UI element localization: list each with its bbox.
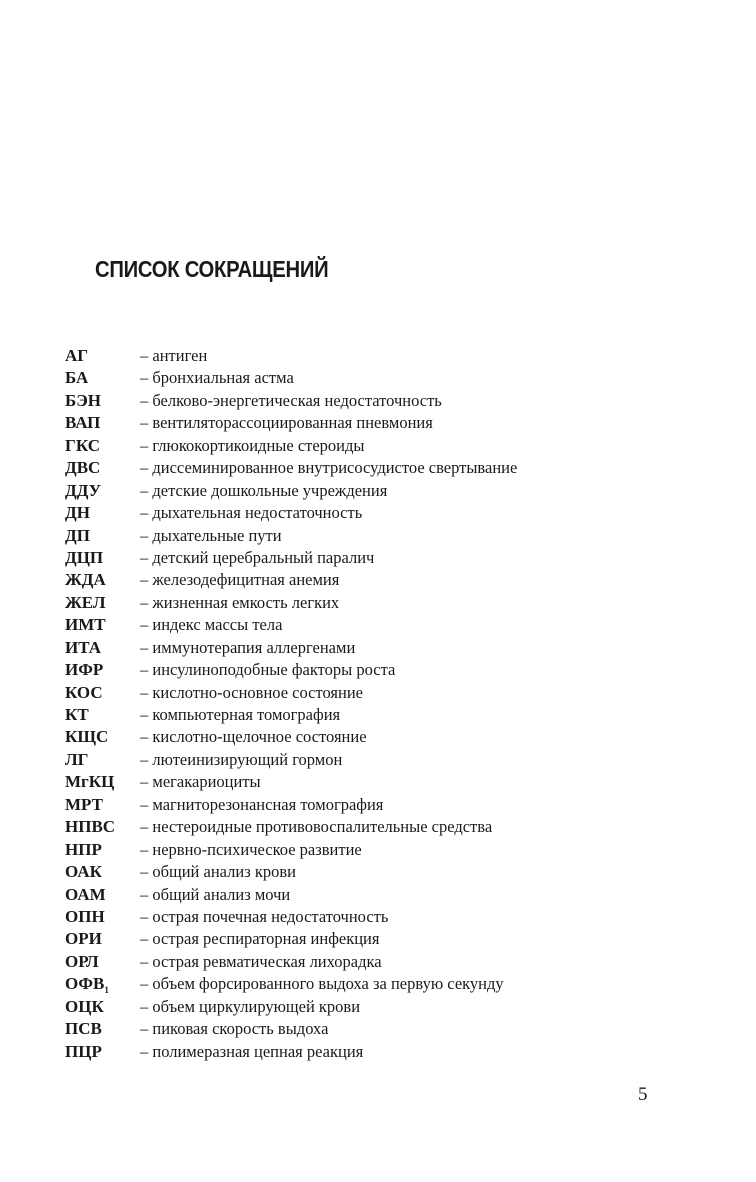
abbreviation-row	[65, 592, 705, 614]
abbreviation-definition: – острая ревматическая лихорадка	[140, 951, 382, 971]
abbreviation-row	[65, 345, 705, 367]
abbreviation-row	[65, 704, 705, 726]
abbreviation-term: ЖДА	[65, 570, 106, 590]
abbreviation-row	[65, 996, 705, 1018]
abbreviation-term: МгКЦ	[65, 772, 115, 792]
abbreviation-row	[65, 951, 705, 973]
abbreviation-row	[65, 816, 705, 838]
abbreviation-definition: – дыхательные пути	[140, 525, 282, 545]
abbreviation-term: ЖЕЛ	[65, 592, 106, 612]
abbreviation-row	[65, 525, 705, 547]
abbreviation-term: $ОФВ_1$	[65, 974, 109, 996]
abbreviation-definition: – детский церебральный паралич	[140, 547, 375, 567]
page-number: 5	[638, 1084, 648, 1105]
abbreviation-definition: – объем циркулирующей крови	[140, 996, 361, 1016]
abbreviation-row	[65, 435, 705, 457]
abbreviation-definition: – нервно-психическое развитие	[140, 839, 362, 859]
page-title: СПИСОК СОКРАЩЕНИЙ	[95, 256, 329, 282]
abbreviation-definition: – белково-энергетическая недостаточность	[140, 390, 442, 410]
abbreviation-definition: – пиковая скорость выдоха	[140, 1019, 329, 1039]
abbreviation-definition: – индекс массы тела	[140, 615, 283, 635]
abbreviation-term: КОС	[65, 682, 103, 702]
abbreviation-row	[65, 794, 705, 816]
abbreviation-definition: – магниторезонансная томография	[140, 794, 384, 814]
abbreviation-term: ЛГ	[65, 749, 89, 769]
abbreviation-term: ПСВ	[65, 1019, 102, 1039]
abbreviation-row	[65, 1018, 705, 1040]
abbreviation-term: ИМТ	[65, 615, 106, 635]
abbreviation-definition: – мегакариоциты	[140, 772, 261, 792]
abbreviation-row	[65, 884, 705, 906]
abbreviation-term: АГ	[65, 346, 89, 365]
abbreviation-definition: – общий анализ крови	[140, 862, 296, 882]
abbreviation-term: ДДУ	[65, 480, 102, 500]
abbreviation-term: ДЦП	[65, 547, 104, 567]
abbreviation-row	[65, 861, 705, 883]
abbreviation-term: ДН	[65, 503, 90, 523]
abbreviation-definition: – острая почечная недостаточность	[140, 906, 389, 926]
abbreviation-definition: – детские дошкольные учреждения	[140, 480, 388, 500]
abbreviation-definition: – кислотно-основное состояние	[140, 682, 363, 702]
abbreviation-definition: – бронхиальная астма	[140, 368, 294, 388]
abbreviation-term: НПР	[65, 839, 102, 859]
abbreviation-row	[65, 928, 705, 950]
abbreviation-row	[65, 906, 705, 928]
abbreviation-definition: – дыхательная недостаточность	[140, 503, 363, 523]
abbreviation-row	[65, 1041, 705, 1063]
abbreviation-definition: – диссеминированное внутрисосудистое свертывание	[140, 458, 518, 478]
abbreviation-term: ПЦР	[65, 1041, 102, 1061]
abbreviation-row	[65, 682, 705, 704]
abbreviation-term: КТ	[65, 705, 89, 724]
abbreviation-row	[65, 569, 705, 591]
abbreviation-definition: – железодефицитная анемия	[140, 570, 340, 590]
abbreviation-definition: – объем форсированного выдоха за первую секунду	[140, 974, 504, 994]
abbreviation-row	[65, 390, 705, 412]
abbreviation-definition: – вентиляторассоциированная пневмония	[140, 413, 433, 433]
abbreviation-subscript: 1	[104, 985, 109, 996]
abbreviation-row	[65, 726, 705, 748]
abbreviation-term: ОРИ	[65, 929, 102, 949]
abbreviation-term: ОАК	[65, 862, 102, 882]
abbreviation-definition: – инсулиноподобные факторы роста	[140, 660, 396, 680]
abbreviation-row	[65, 771, 705, 793]
abbreviation-definition: – лютеинизирующий гормон	[140, 749, 343, 769]
abbreviation-term: МРТ	[65, 794, 103, 814]
abbreviation-definition: – кислотно-щелочное состояние	[140, 727, 367, 747]
abbreviation-row	[65, 614, 705, 636]
abbreviation-list	[65, 345, 705, 1063]
abbreviation-term: ИФР	[65, 660, 104, 680]
abbreviation-term: БА	[65, 368, 89, 388]
abbreviation-definition: – полимеразная цепная реакция	[140, 1041, 364, 1061]
abbreviation-term: КЩС	[65, 727, 109, 747]
abbreviation-row	[65, 749, 705, 771]
abbreviation-definition: – компьютерная томография	[140, 705, 341, 724]
abbreviation-term: ОРЛ	[65, 951, 99, 971]
abbreviation-row	[65, 502, 705, 524]
abbreviation-term: ДВС	[65, 458, 101, 478]
abbreviation-row	[65, 412, 705, 434]
abbreviation-definition: – иммунотерапия аллергенами	[140, 637, 356, 657]
abbreviation-term: ОПН	[65, 906, 105, 926]
abbreviation-term: ДП	[65, 525, 90, 545]
abbreviation-term: ОАМ	[65, 884, 106, 904]
abbreviation-term: ВАП	[65, 413, 101, 433]
abbreviation-definition: – антиген	[140, 346, 208, 365]
abbreviation-term: БЭН	[65, 390, 101, 410]
abbreviation-term: ГКС	[65, 435, 100, 455]
abbreviation-row	[65, 973, 705, 995]
abbreviation-definition: – острая респираторная инфекция	[140, 929, 380, 949]
abbreviation-row	[65, 659, 705, 681]
abbreviation-term: НПВС	[65, 817, 116, 837]
abbreviation-definition: – жизненная емкость легких	[140, 592, 340, 612]
abbreviation-definition: – нестероидные противовоспалительные средства	[140, 817, 493, 837]
abbreviation-term: ИТА	[65, 637, 101, 657]
abbreviation-row	[65, 480, 705, 502]
abbreviation-definition: – глюкокортикоидные стероиды	[140, 435, 365, 455]
abbreviation-row	[65, 637, 705, 659]
abbreviation-definition: – общий анализ мочи	[140, 884, 291, 904]
abbreviation-row	[65, 839, 705, 861]
abbreviation-term: ОЦК	[65, 996, 104, 1016]
abbreviation-row	[65, 457, 705, 479]
abbreviation-row	[65, 367, 705, 389]
abbreviation-row	[65, 547, 705, 569]
